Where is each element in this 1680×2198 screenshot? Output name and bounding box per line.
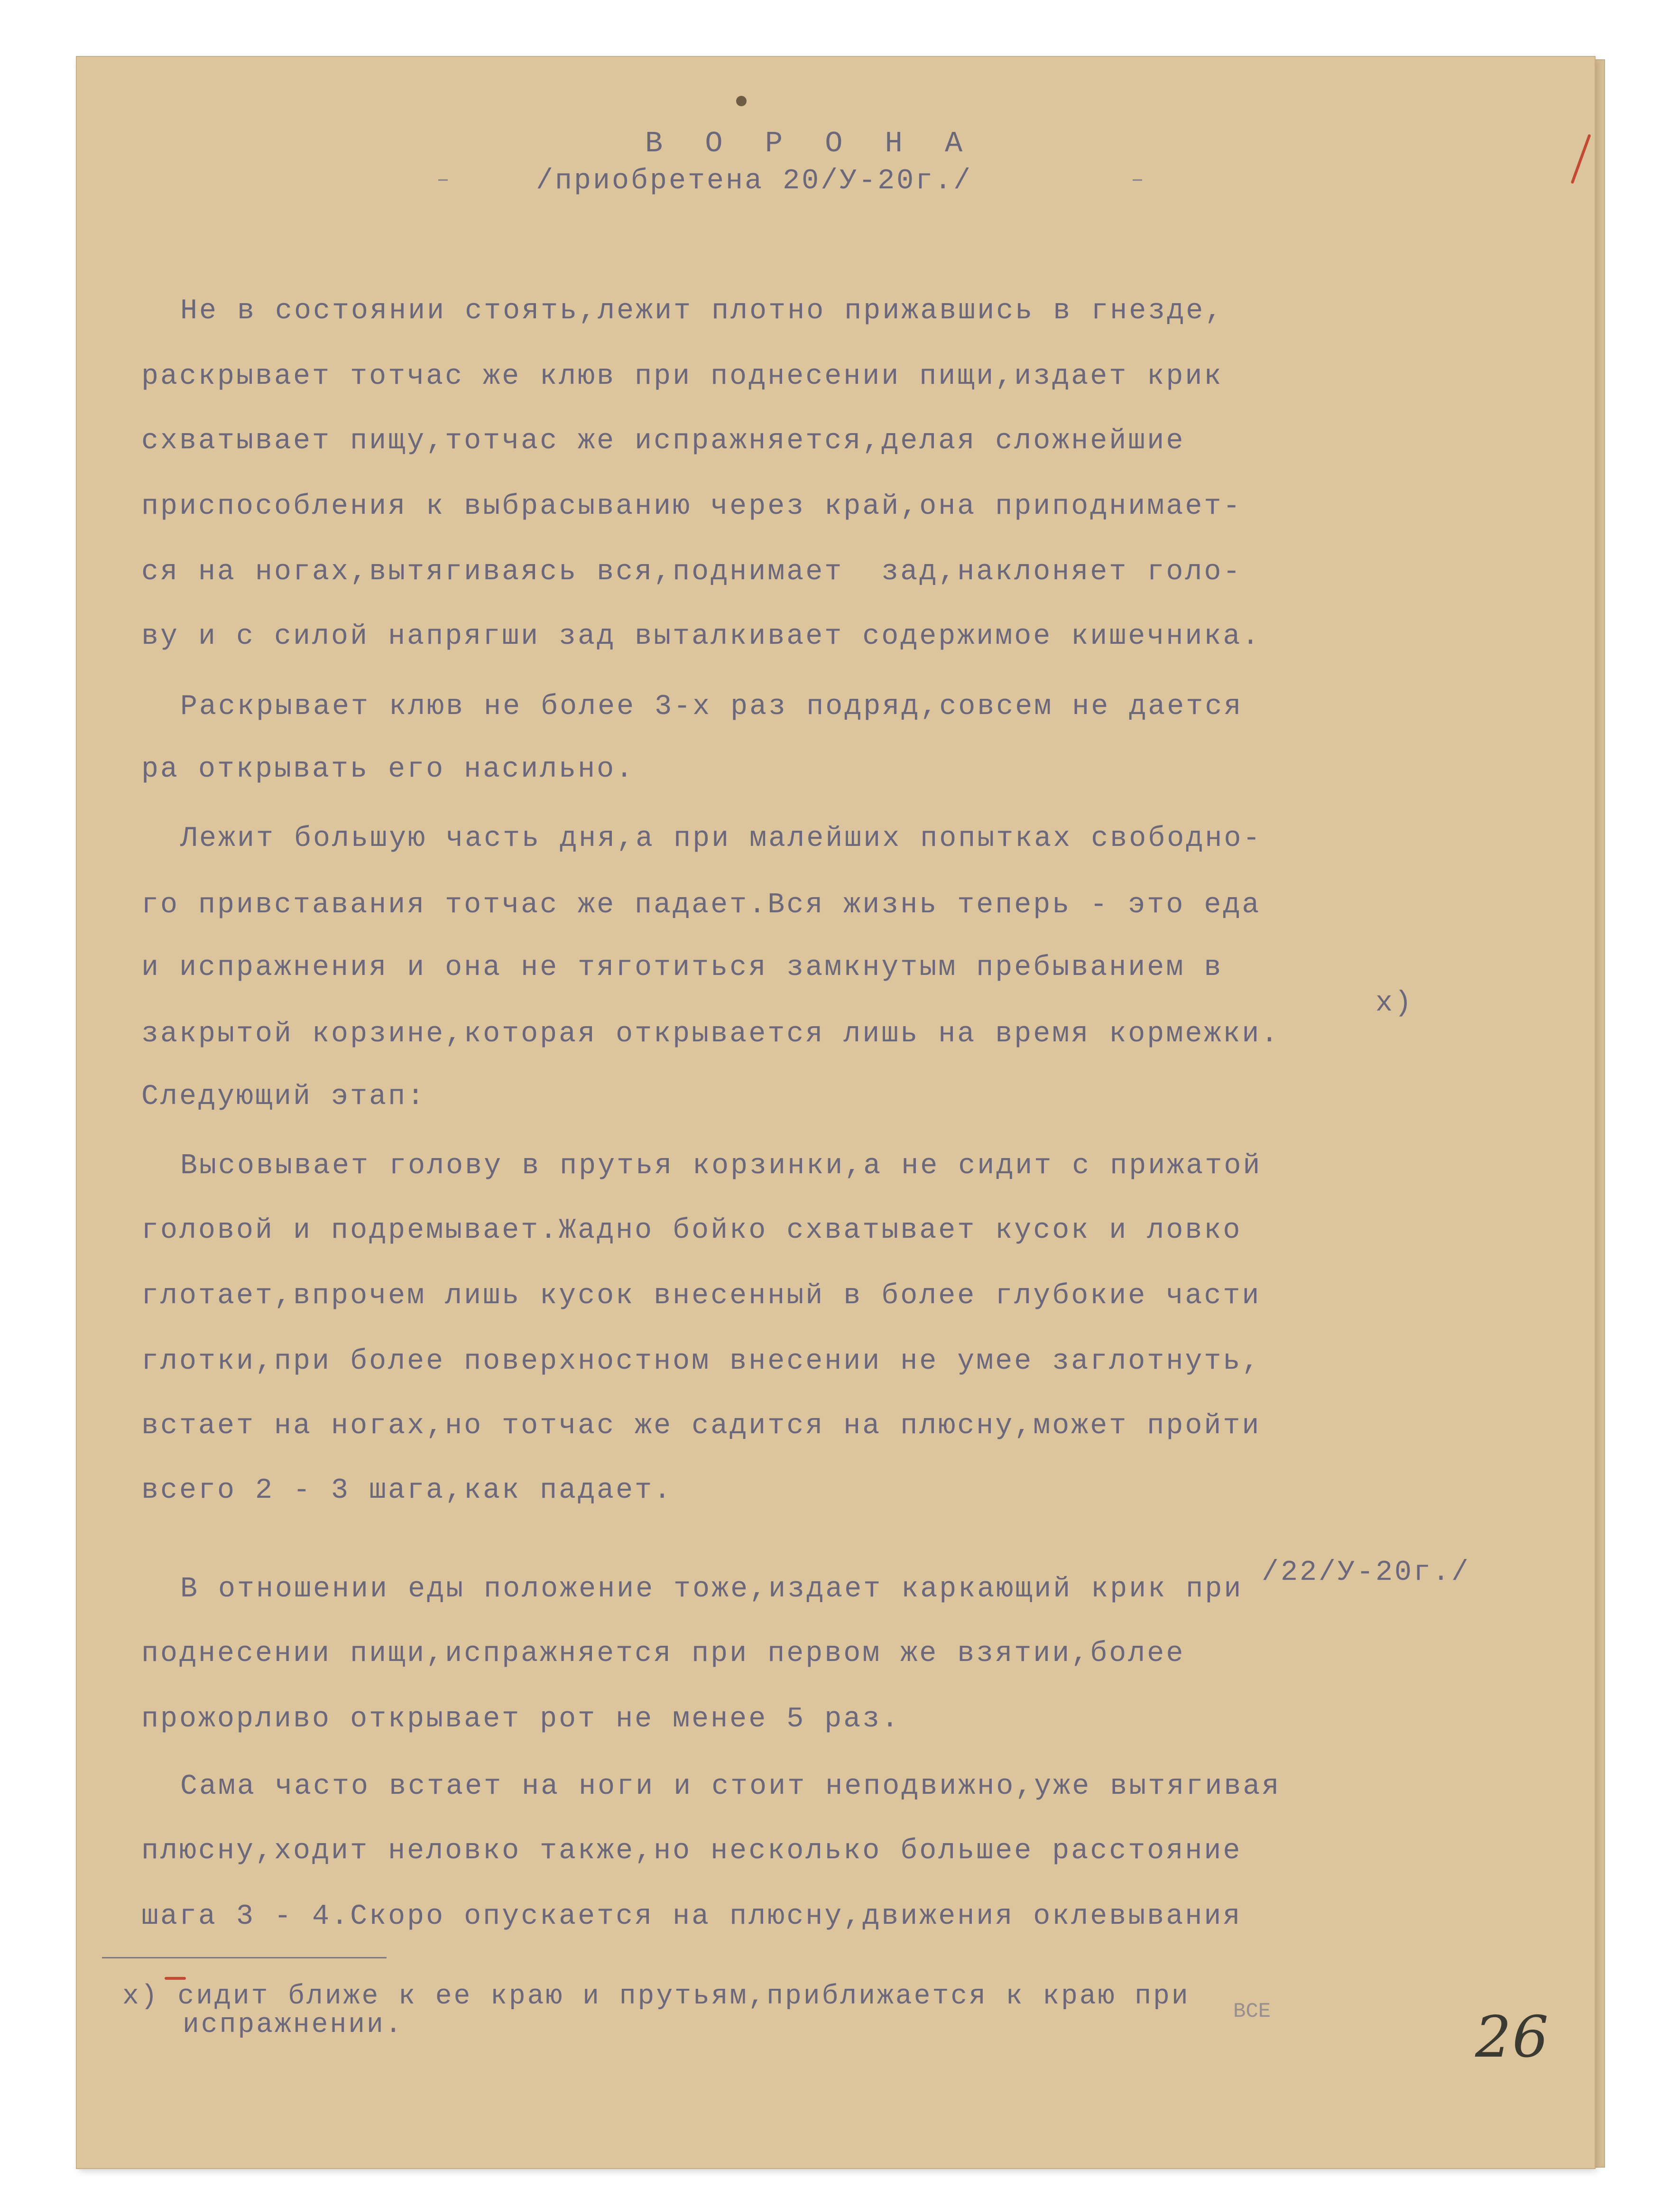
footnote-marker: х) bbox=[1375, 987, 1414, 1020]
document-title: В О Р О Н А bbox=[645, 127, 975, 160]
margin-tick bbox=[1133, 179, 1142, 181]
body-line: закрытой корзине,которая открывается лишь на время кормежки. bbox=[141, 1018, 1280, 1050]
body-line: ся на ногах,вытягиваясь вся,поднимает зад,наклоняет голо- bbox=[141, 556, 1242, 588]
body-line: го привставания тотчас же падает.Вся жизнь теперь - это еда bbox=[141, 889, 1261, 921]
body-line: шага 3 - 4.Скоро опускается на плюсну,движения оклевывания bbox=[141, 1901, 1242, 1933]
body-line: и испражнения и она не тяготиться замкнутым пребыванием в bbox=[141, 952, 1223, 984]
body-line: Высовывает голову в прутья корзинки,а не сидит с прижатой bbox=[180, 1150, 1262, 1182]
red-pencil-mark bbox=[1570, 134, 1591, 184]
body-line: глотает,впрочем лишь кусок внесенный в более глубокие части bbox=[141, 1280, 1261, 1312]
body-line: всего 2 - 3 шага,как падает. bbox=[141, 1475, 673, 1507]
body-line: встает на ногах,но тотчас же садится на плюсну,может пройти bbox=[141, 1410, 1261, 1442]
body-line: поднесении пищи,испражняется при первом же взятии,более bbox=[141, 1638, 1185, 1670]
body-line: Следующий этап: bbox=[141, 1081, 426, 1113]
footnote-rule bbox=[102, 1957, 387, 1958]
footnote-text: х) сидит ближе к ее краю и прутьям,приближается к краю при bbox=[122, 1981, 1190, 2012]
body-line: Раскрывает клюв не более 3-х раз подряд,совсем не дается bbox=[180, 691, 1243, 723]
faint-stamp-text: ВСЕ bbox=[1233, 2000, 1271, 2023]
body-line: схватывает пищу,тотчас же испражняется,делая сложнейшие bbox=[141, 425, 1185, 457]
body-line: ву и с силой напрягши зад выталкивает содержимое кишечника. bbox=[141, 621, 1261, 653]
red-margin-tick bbox=[165, 1977, 186, 1980]
body-line: прожорливо открывает рот не менее 5 раз. bbox=[141, 1703, 901, 1735]
page-folio-number: 26 bbox=[1475, 2004, 1550, 2070]
punch-hole bbox=[736, 96, 747, 106]
body-line: головой и подремывает.Жадно бойко схватывает кусок и ловко bbox=[141, 1215, 1242, 1247]
body-line: Не в состоянии стоять,лежит плотно прижавшись в гнезде, bbox=[180, 295, 1224, 327]
body-line: плюсну,ходит неловко также,но несколько большее расстояние bbox=[141, 1835, 1242, 1867]
footnote-text: испражнении. bbox=[183, 2010, 404, 2040]
entry-date: /22/У-20г./ bbox=[1262, 1557, 1471, 1589]
body-line: Сама часто встает на ноги и стоит неподвижно,уже вытягивая bbox=[180, 1771, 1281, 1803]
body-line: В отношении еды положение тоже,издает каркающий крик при bbox=[180, 1573, 1243, 1605]
body-line: раскрывает тотчас же клюв при поднесении пищи,издает крик bbox=[141, 361, 1223, 393]
acquisition-date: /приобретена 20/У-20г./ bbox=[536, 165, 973, 197]
body-line: глотки,при более поверхностном внесении не умее заглотнуть, bbox=[141, 1345, 1261, 1378]
body-line: ра открывать его насильно. bbox=[141, 753, 635, 786]
margin-tick bbox=[438, 179, 448, 181]
body-line: приспособления к выбрасыванию через край,она приподнимает- bbox=[141, 491, 1242, 523]
body-line: Лежит большую часть дня,а при малейших попытках свободно- bbox=[180, 823, 1262, 855]
